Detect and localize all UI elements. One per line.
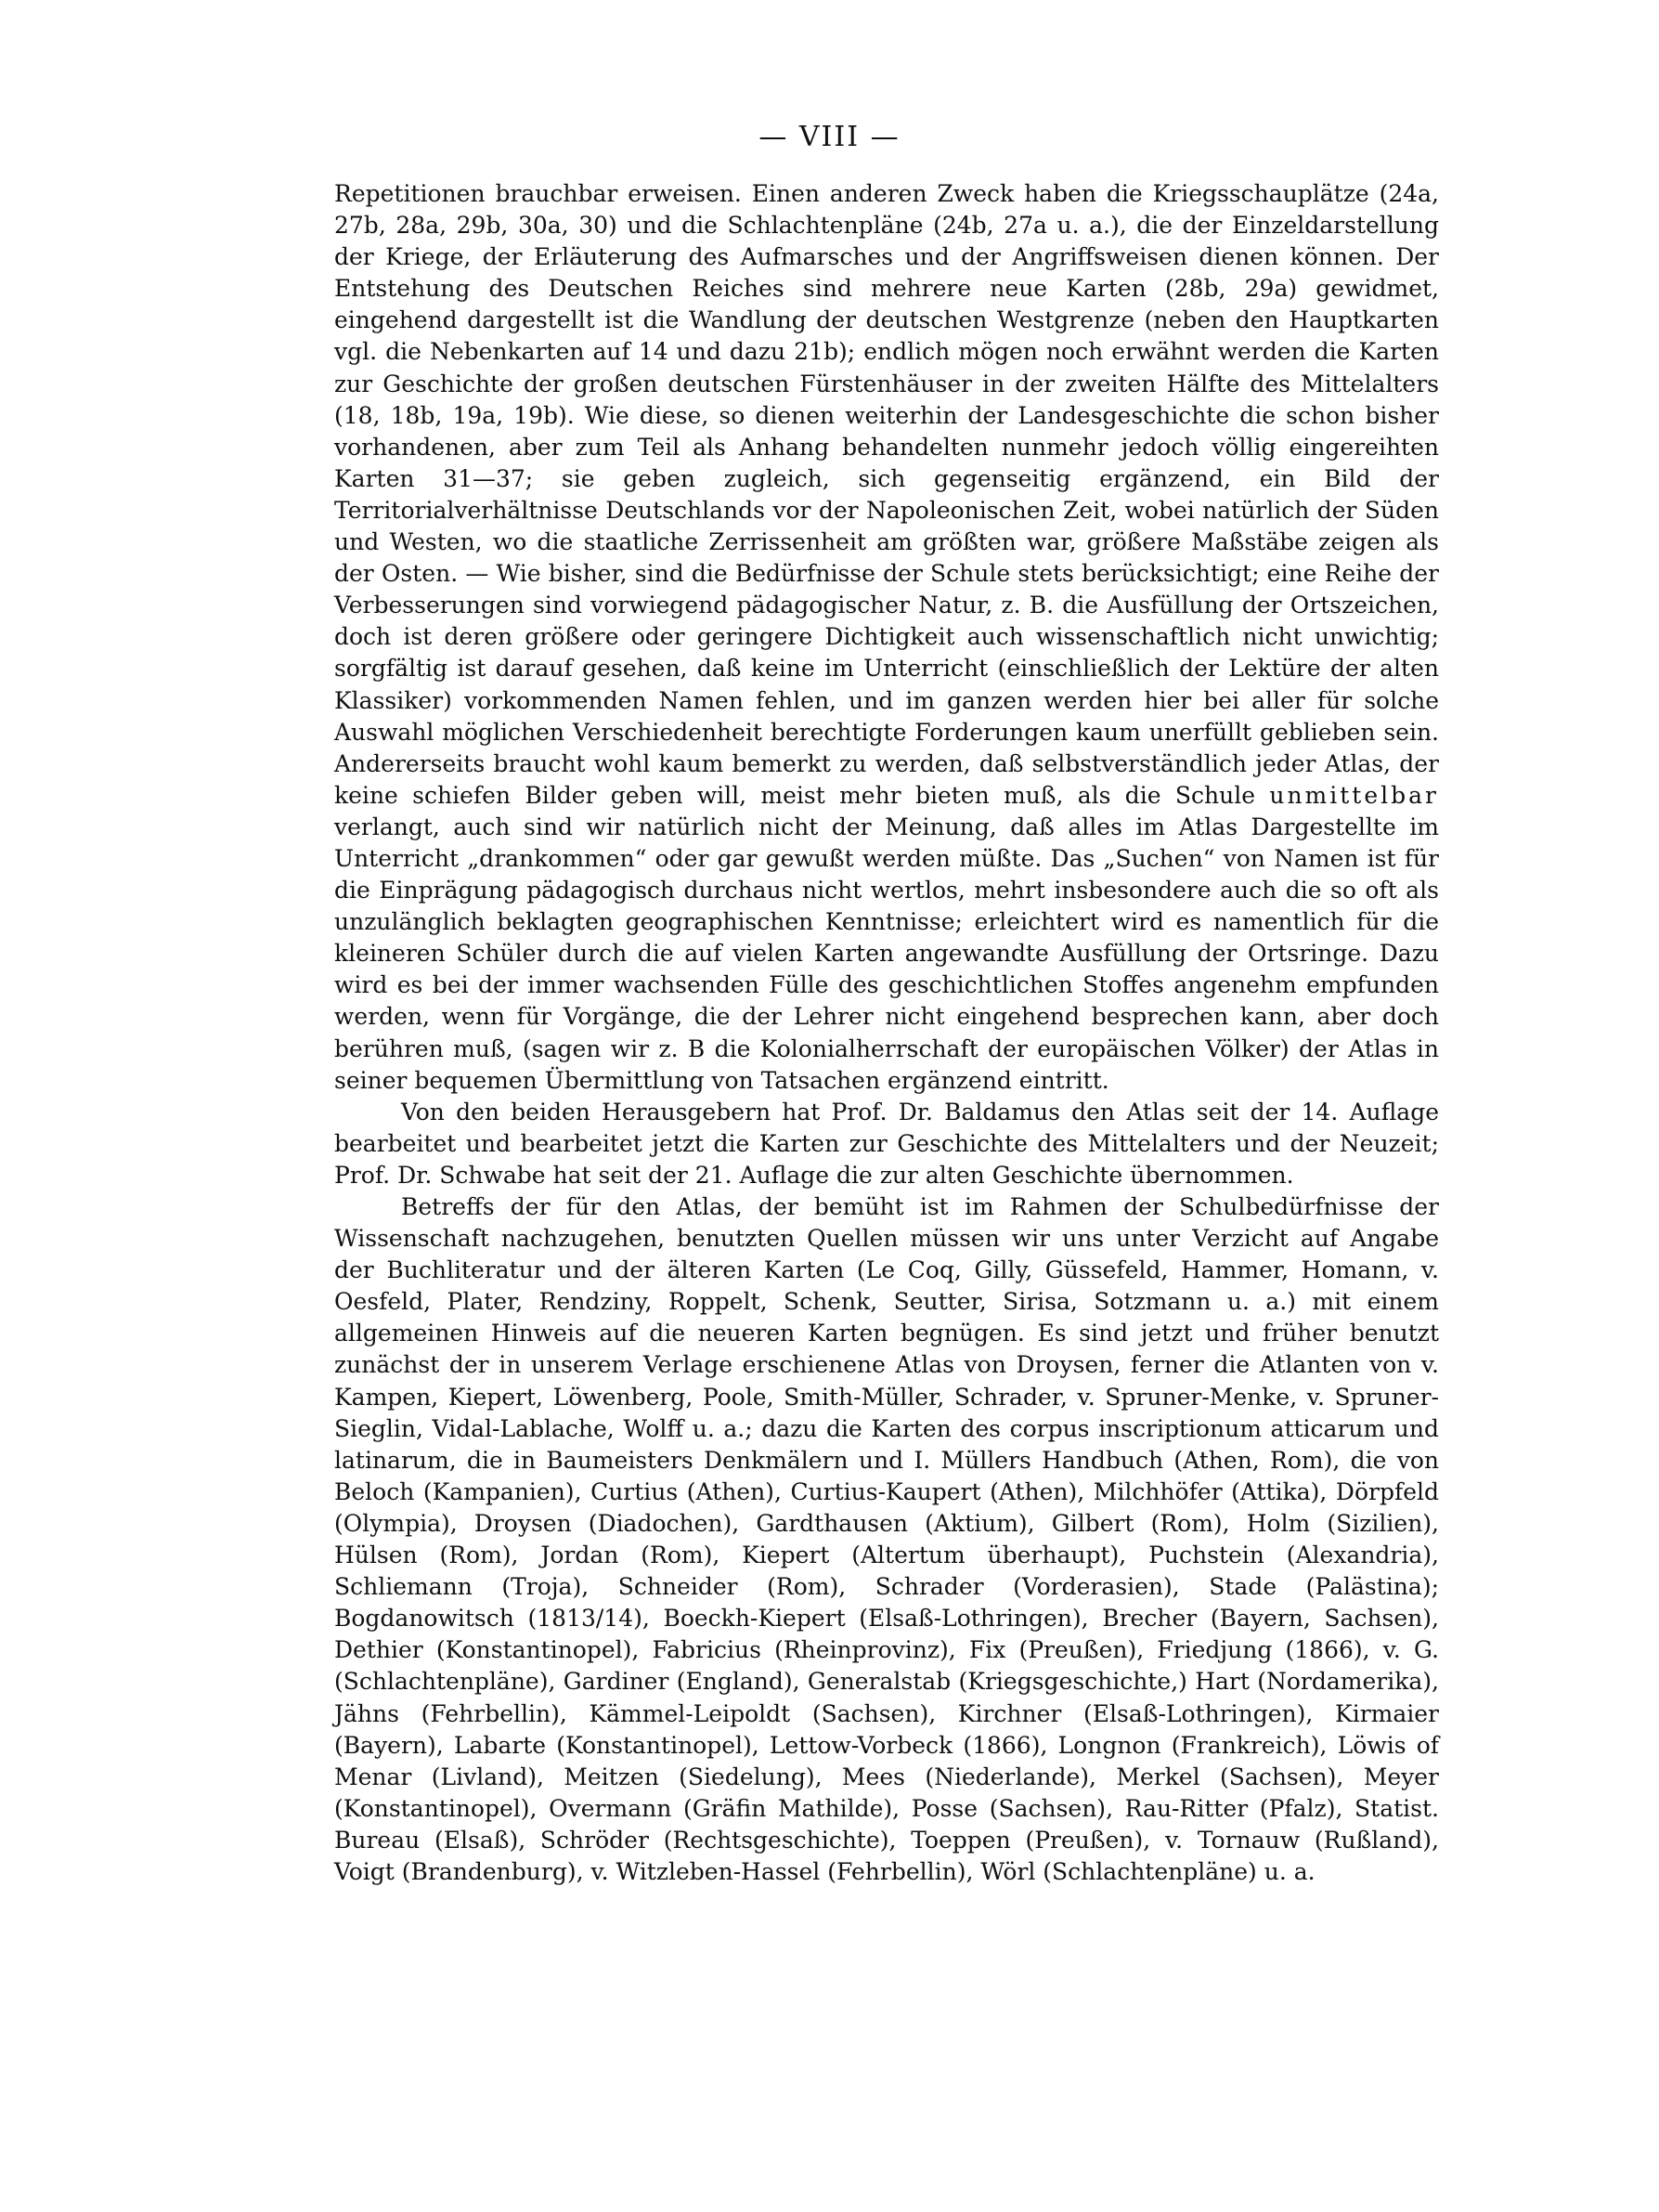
paragraph-text: Repetitionen brauchbar erweisen. Einen anderen Zweck haben die Kriegsschauplätze (24a, 27b, 28a, 29b, 30a, 30) und die Schlachtenpläne (24b, 27a u. a.), die der Einzeldarstellung der Kriege, der Erläuterung des Aufmarsches und der Angriffsweisen dienen können. Der Entstehung des Deutschen Reiches sind mehrere neue Karten (28b, 29a) gewidmet, eingehend dargestellt ist die Wandlung der deutschen Westgrenze (neben den Hauptkarten vgl. die Nebenkarten auf 14 und dazu 21b); endlich mögen noch erwähnt werden die Karten zur Geschichte der großen deutschen Fürstenhäuser in der zweiten Hälfte des Mittelalters (18, 18b, 19a, 19b). Wie diese, so dienen weiterhin der Landesgeschichte die schon bisher vorhandenen, aber zum Teil als Anhang behandelten nunmehr jedoch völlig eingereihten Karten 31—37; sie geben zugleich, sich gegenseitig ergänzend, ein Bild der Territorialverhältnisse Deutschlands vor der Napoleonischen Zeit, wobei natürlich der Süden und Westen, wo die staatliche Zerrissenheit am größten war, größere Maßstäbe zeigen als der Osten. — Wie bisher, sind die Bedürfnisse der Schule stets berücksichtigt; eine Reihe der Verbesserungen sind vorwiegend pädagogischer Natur, z. B. die Ausfüllung der Ortszeichen, doch ist deren größere oder geringere Dichtigkeit auch wissenschaftlich nicht unwichtig; sorgfältig ist darauf gesehen, daß keine im Unterricht (einschließlich der Lektüre der alten Klassiker) vorkommenden Namen fehlen, und im ganzen werden hier bei aller für solche Auswahl möglichen Verschiedenheit berechtigte Forderungen kaum unerfüllt geblieben sein. Andererseits braucht wohl kaum bemerkt zu werden, daß selbstverständlich jeder Atlas, der keine schiefen Bilder geben will, meist mehr bieten muß, als die Schule <box>334 180 1439 809</box>
paragraph <box>334 1097 1439 1191</box>
page-number: — VIII — <box>758 121 901 153</box>
emphasized-word: unmittelbar <box>1269 781 1439 809</box>
paragraph <box>334 1191 1439 1888</box>
paragraph <box>334 178 1439 1097</box>
paragraph-text: Betreffs der für den Atlas, der bemüht ist im Rahmen der Schulbedürfnisse der Wissenschaft nachzugehen, benutzten Quellen müssen wir uns unter Verzicht auf Angabe der Buchliteratur und der älteren Karten (Le Coq, Gilly, Güssefeld, Hammer, Homann, v. Oesfeld, Plater, Rendziny, Roppelt, Schenk, Seutter, Sirisa, Sotzmann u. a.) mit einem allgemeinen Hinweis auf die neueren Karten begnügen. Es sind jetzt und früher benutzt zunächst der in unserem Verlage erschienene Atlas von Droysen, ferner die Atlanten von v. Kampen, Kiepert, Löwenberg, Poole, Smith-Müller, Schrader, v. Spruner-Menke, v. Spruner-Sieglin, Vidal-Lablache, Wolff u. a.; dazu die Karten des corpus inscriptionum atticarum und latinarum, die in Baumeisters Denkmälern und I. Müllers Handbuch (Athen, Rom), die von Beloch (Kampanien), Curtius (Athen), Curtius-Kaupert (Athen), Milchhöfer (Attika), Dörpfeld (Olympia), Droysen (Diadochen), Gardthausen (Aktium), Gilbert (Rom), Holm (Sizilien), Hülsen (Rom), Jordan (Rom), Kiepert (Altertum überhaupt), Puchstein (Alexandria), Schliemann (Troja), Schneider (Rom), Schrader (Vorderasien), Stade (Palästina); Bogdanowitsch (1813/14), Boeckh-Kiepert (Elsaß-Lothringen), Brecher (Bayern, Sachsen), Dethier (Konstantinopel), Fabricius (Rheinprovinz), Fix (Preußen), Friedjung (1866), v. G. (Schlachtenpläne), Gardiner (England), Generalstab (Kriegsgeschichte,) Hart (Nordamerika), Jähns (Fehrbellin), Kämmel-Leipoldt (Sachsen), Kirchner (Elsaß-Lothringen), Kirmaier (Bayern), Labarte (Konstantinopel), Lettow-Vorbeck (1866), Longnon (Frankreich), Löwis of Menar (Livland), Meitzen (Siedelung), Mees (Niederlande), Merkel (Sachsen), Meyer (Konstantinopel), Overmann (Gräfin Mathilde), Posse (Sachsen), Rau-Ritter (Pfalz), Statist. Bureau (Elsaß), Schröder (Rechtsgeschichte), Toeppen (Preußen), v. Tornauw (Rußland), Voigt (Brandenburg), v. Witzleben-Hassel (Fehrbellin), Wörl (Schlachtenpläne) u. a. <box>334 1193 1439 1885</box>
body-text <box>334 178 1439 1888</box>
paragraph-text: Von den beiden Herausgebern hat Prof. Dr. Baldamus den Atlas seit der 14. Auflage bearbeitet und bearbeitet jetzt die Karten zur Geschichte des Mittelalters und der Neuzeit; Prof. Dr. Schwabe hat seit der 21. Auflage die zur alten Geschichte übernommen. <box>334 1098 1439 1189</box>
paragraph-text: verlangt, auch sind wir natürlich nicht der Meinung, daß alles im Atlas Dargestellte im Unterricht „drankommen“ oder gar gewußt werden müßte. Das „Suchen“ von Namen ist für die Einprägung pädagogisch durchaus nicht wertlos, mehrt insbesondere auch die so oft als unzulänglich beklagten geographischen Kenntnisse; erleichtert wird es namentlich für die kleineren Schüler durch die auf vielen Karten angewandte Ausfüllung der Ortsringe. Dazu wird es bei der immer wachsenden Fülle des geschichtlichen Stoffes angenehm empfunden werden, wenn für Vorgänge, die der Lehrer nicht eingehend besprechen kann, aber doch berühren muß, (sagen wir z. B die Kolonialherrschaft der europäischen Völker) der Atlas in seiner bequemen Übermittlung von Tatsachen ergänzend eintritt. <box>334 813 1439 1094</box>
